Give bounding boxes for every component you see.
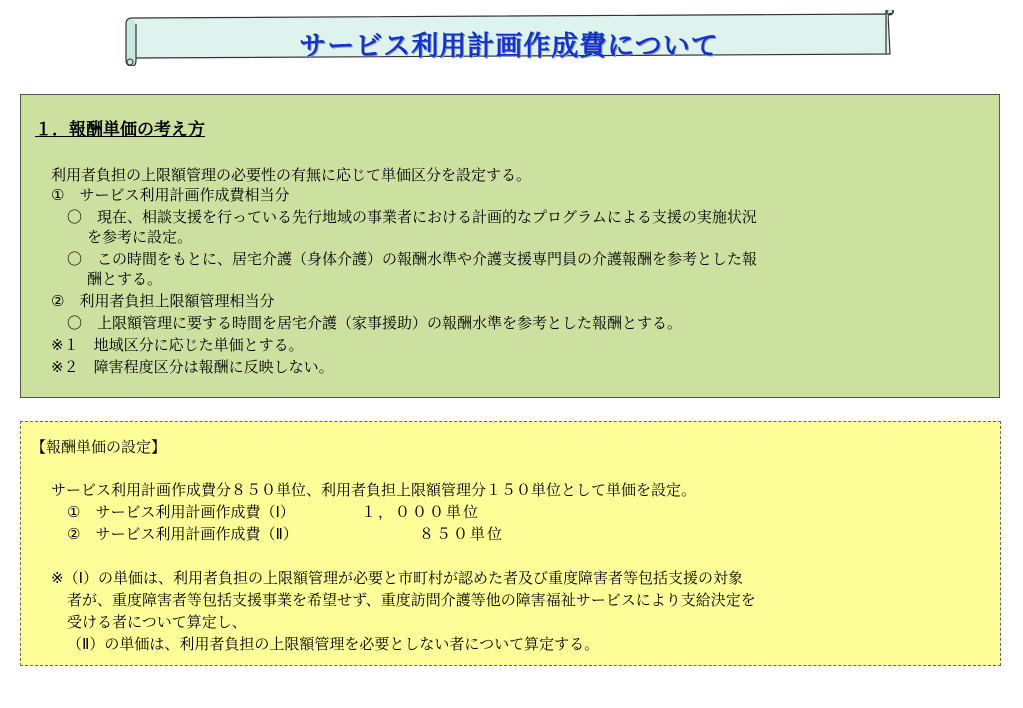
unit-price-setting-box (20, 421, 1001, 666)
intro-line: サービス利用計画作成費分８５０単位、利用者負担上限額管理分１５０単位として単価を設定。 (51, 481, 697, 499)
note-line: （Ⅱ）の単価は、利用者負担の上限額管理を必要としない者について算定する。 (67, 635, 600, 653)
item-value: ８５０単位 (419, 525, 505, 543)
box-heading: 【報酬単価の設定】 (31, 438, 167, 456)
text-line: 酬とする。 (87, 270, 163, 288)
item-value: １，０００単位 (361, 503, 481, 521)
section-heading: １．報酬単価の考え方 (35, 120, 205, 140)
text-line: 〇 現在、相談支援を行っている先行地域の事業者における計画的なプログラムによる支援の実施状況 (67, 208, 757, 226)
note-line: 受ける者について算定し、 (67, 613, 247, 631)
title-banner (124, 10, 894, 66)
text-line: ② 利用者負担上限額管理相当分 (51, 292, 275, 310)
item-label: ① サービス利用計画作成費（Ⅰ） (67, 503, 295, 521)
page-title: サービス利用計画作成費について (299, 31, 719, 62)
item-label: ② サービス利用計画作成費（Ⅱ） (67, 525, 298, 543)
text-line: 〇 上限額管理に要する時間を居宅介護（家事援助）の報酬水準を参考とした報酬とする。 (67, 314, 683, 332)
text-line: ① サービス利用計画作成費相当分 (51, 186, 290, 204)
text-line: 利用者負担の上限額管理の必要性の有無に応じて単価区分を設定する。 (51, 166, 532, 184)
text-line: ※２ 障害程度区分は報酬に反映しない。 (51, 358, 334, 376)
note-line: 者が、重度障害者等包括支援事業を希望せず、重度訪問介護等他の障害福祉サービスにより支給決定を (67, 591, 756, 609)
text-line: を参考に設定。 (87, 228, 193, 246)
note-line: ※（Ⅰ）の単価は、利用者負担の上限額管理が必要と市町村が認めた者及び重度障害者等包括支援の対象 (51, 569, 743, 587)
reward-concept-box (20, 94, 1000, 398)
text-line: ※１ 地域区分に応じた単価とする。 (51, 336, 304, 354)
text-line: 〇 この時間をもとに、居宅介護（身体介護）の報酬水準や介護支援専門員の介護報酬を参考とした報 (67, 250, 758, 268)
